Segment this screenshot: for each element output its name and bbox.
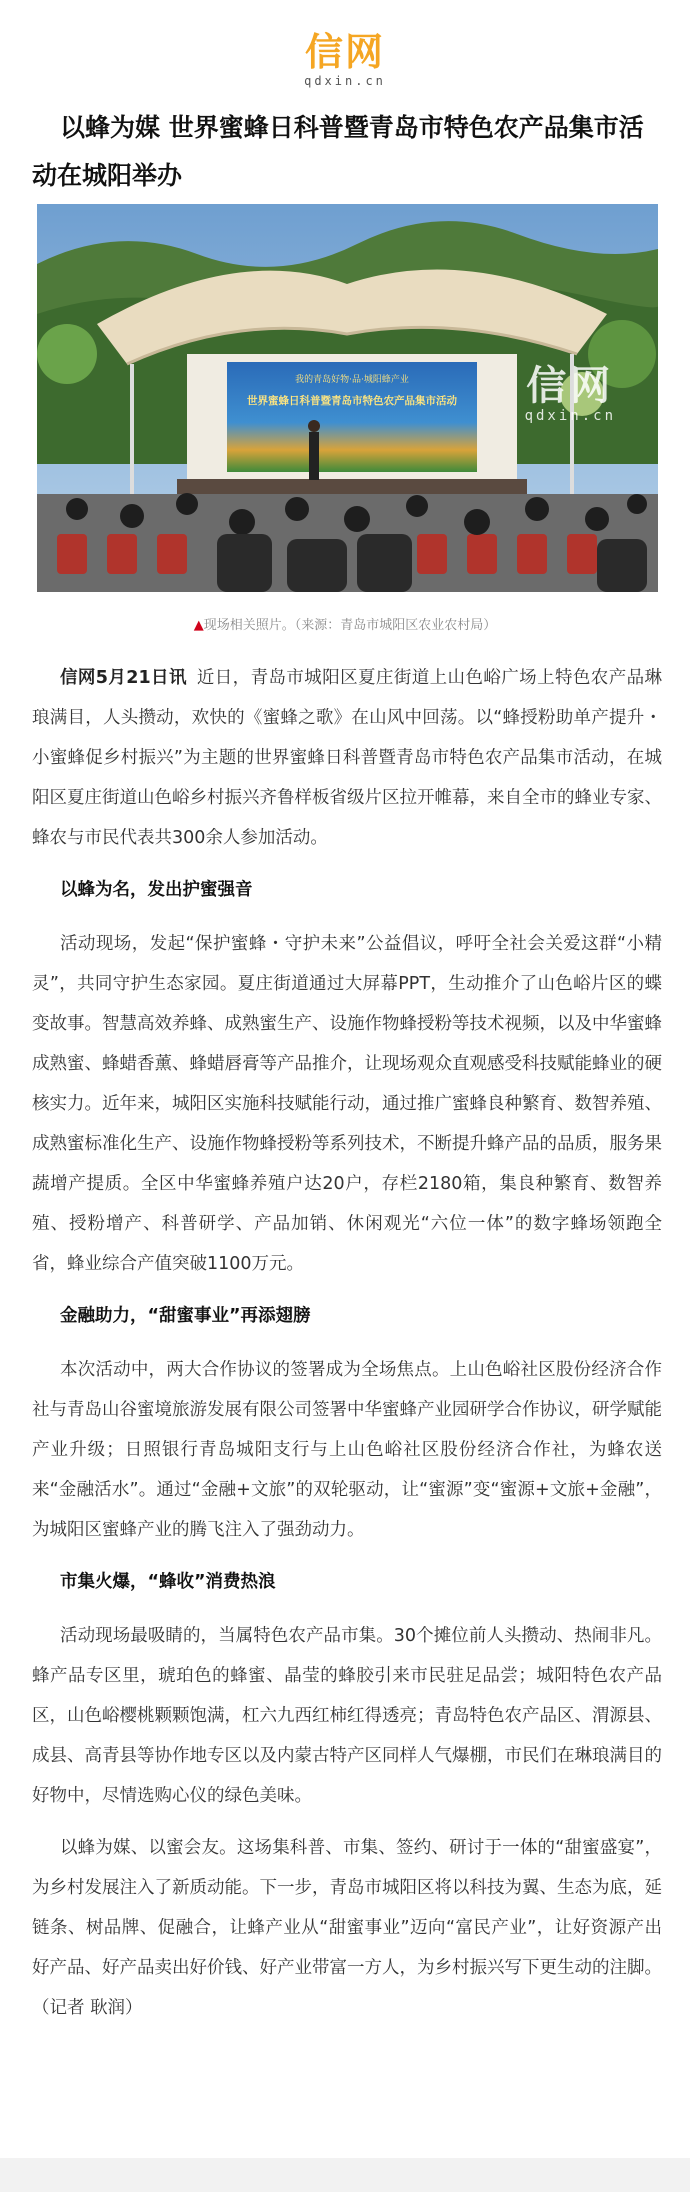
watermark-domain: qdxin.cn	[524, 408, 616, 424]
section-heading-1: 以蜂为名，发出护蜜强音	[60, 880, 253, 900]
banner-line-1: 我的青岛好物·品·城阳蜂产业	[295, 375, 409, 385]
article-body	[32, 658, 662, 2040]
dateline: 信网5月21日讯	[60, 668, 187, 688]
paragraph-5: 以蜂为媒、以蜜会友。这场集科普、市集、签约、研讨于一体的“甜蜜盛宴”，为乡村发展注入了新质动能。下一步，青岛市城阳区将以科技为翼、生态为底，延链条、树品牌、促融合，让蜂产业从“甜蜜事业”迈向“富民产业”，让好资源产出好产品、好产品卖出好价钱、好产业带富一方人，为乡村振兴写下更生动的注脚。（记者 耿润）	[32, 1838, 662, 2018]
article-photo	[37, 204, 658, 592]
page-footer-bar	[0, 2158, 690, 2192]
photo-watermark	[525, 364, 616, 424]
paragraph-1	[32, 658, 662, 858]
paragraph-3: 本次活动中，两大合作协议的签署成为全场焦点。上山色峪社区股份经济合作社与青岛山谷蜜境旅游发展有限公司签署中华蜜蜂产业园研学合作协议，研学赋能产业升级；日照银行青岛城阳支行与上山色峪社区股份经济合作社，为蜂农送来“金融活水”。通过“金融+文旅”的双轮驱动，让“蜜源”变“蜜源+文旅+金融”，为城阳区蜜蜂产业的腾飞注入了强劲动力。	[32, 1360, 662, 1540]
watermark-logo: 信网	[526, 363, 615, 409]
article-title: 以蜂为媒 世界蜜蜂日科普暨青岛市特色农产品集市活动在城阳举办	[32, 113, 644, 190]
caption-text: 现场相关照片。（来源：青岛市城阳区农业农村局）	[203, 618, 497, 633]
section-heading-3: 市集火爆，“蜂收”消费热浪	[60, 1572, 276, 1592]
site-domain: qdxin.cn	[304, 74, 386, 88]
section-heading-2: 金融助力，“甜蜜事业”再添翅膀	[60, 1306, 311, 1326]
banner-line-2: 世界蜜蜂日科普暨青岛市特色农产品集市活动	[247, 395, 457, 407]
caption-triangle-icon: ▲	[193, 618, 204, 633]
paragraph-1-text: 近日，青岛市城阳区夏庄街道上山色峪广场上特色农产品琳琅满目，人头攒动，欢快的《蜜蜂之歌》在山风中回荡。以“蜂授粉助单产提升・小蜜蜂促乡村振兴”为主题的世界蜜蜂日科普暨青岛市特色农产品集市活动，在城阳区夏庄街道山色峪乡村振兴齐鲁样板省级片区拉开帷幕，来自全市的蜂业专家、蜂农与市民代表共300余人参加活动。	[32, 668, 663, 848]
paragraph-4: 活动现场最吸睛的，当属特色农产品市集。30个摊位前人头攒动、热闹非凡。蜂产品专区里，琥珀色的蜂蜜、晶莹的蜂胶引来市民驻足品尝；城阳特色农产品区，山色峪樱桃颗颗饱满，杠六九西红柿红得透亮；青岛特色农产品区、渭源县、成县、高青县等协作地专区以及内蒙古特产区同样人气爆棚，市民们在琳琅满目的好物中，尽情选购心仪的绿色美味。	[32, 1626, 662, 1806]
photo-caption	[0, 614, 690, 633]
paragraph-2: 活动现场，发起“保护蜜蜂・守护未来”公益倡议，呼吁全社会关爱这群“小精灵”，共同守护生态家园。夏庄街道通过大屏幕PPT，生动推介了山色峪片区的蝶变故事。智慧高效养蜂、成熟蜜生产、设施作物蜂授粉等技术视频，以及中华蜜蜂成熟蜜、蜂蜡香薰、蜂蜡唇膏等产品推介，让现场观众直观感受科技赋能蜂业的硬核实力。近年来，城阳区实施科技赋能行动，通过推广蜜蜂良种繁育、数智养殖、成熟蜜标准化生产、设施作物蜂授粉等系列技术，不断提升蜂产品的品质，服务果蔬增产提质。全区中华蜜蜂养殖户达20户，存栏2180箱，集良种繁育、数智养殖、授粉增产、科普研学、产品加销、休闲观光“六位一体”的数字蜂场领跑全省，蜂业综合产值突破1100万元。	[32, 934, 662, 1274]
site-header	[0, 0, 690, 104]
site-logo[interactable]: 信网	[304, 30, 385, 74]
